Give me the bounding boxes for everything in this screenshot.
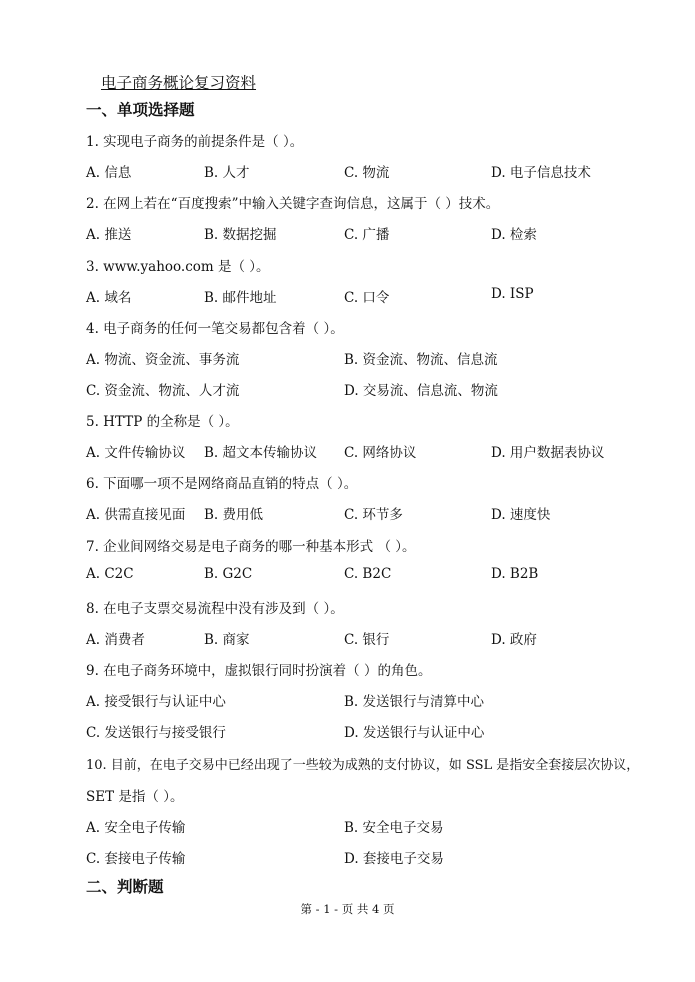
option-a: A. 物流、资金流、事务流 (86, 352, 240, 368)
option-c: C. 物流 (344, 165, 390, 181)
option-a: A. 安全电子传输 (86, 820, 186, 836)
document-title: 电子商务概论复习资料 (101, 74, 257, 92)
option-c: C. 广播 (344, 227, 390, 243)
option-c: C. 环节多 (344, 507, 403, 523)
option-a: A. 供需直接见面 (86, 507, 186, 523)
option-b: B. 费用低 (204, 507, 264, 523)
question-10: 10. 目前，在电子交易中已经出现了一些较为成熟的支付协议，如 SSL 是指安全套接层次协议， (86, 758, 640, 773)
option-a: A. 接受银行与认证中心 (86, 694, 226, 710)
question-8: 8. 在电子支票交易流程中没有涉及到（ ）。 (86, 601, 344, 617)
option-c: C. 银行 (344, 632, 390, 648)
question-1: 1. 实现电子商务的前提条件是（ ）。 (86, 134, 304, 150)
option-a: A. 域名 (86, 290, 132, 306)
question-9: 9. 在电子商务环境中，虚拟银行同时扮演着（ ）的角色。 (86, 663, 432, 679)
option-a: A. 推送 (86, 227, 132, 243)
option-b: B. 超文本传输协议 (204, 445, 318, 461)
option-d: D. 政府 (491, 632, 537, 648)
question-7: 7. 企业间网络交易是电子商务的哪一种基本形式 （ ）。 (86, 539, 416, 555)
option-b: B. G2C (204, 566, 253, 582)
question-2: 2. 在网上若在“百度搜索”中输入关键字查询信息，这属于（ ）技术。 (86, 196, 500, 212)
option-a: A. 文件传输协议 (86, 445, 186, 461)
option-a: A. 信息 (86, 165, 132, 181)
question-6: 6. 下面哪一项不是网络商品直销的特点（ ）。 (86, 476, 358, 492)
option-a: A. 消费者 (86, 632, 145, 648)
question-5: 5. HTTP 的全称是（ ）。 (86, 414, 239, 430)
option-c: C. 口令 (344, 290, 390, 306)
option-d: D. 套接电子交易 (344, 851, 444, 867)
option-d: D. 交易流、信息流、物流 (344, 383, 498, 399)
option-b: B. 邮件地址 (204, 290, 277, 306)
option-b: B. 商家 (204, 632, 250, 648)
option-c: C. 网络协议 (344, 445, 417, 461)
option-d: D. 用户数据表协议 (491, 445, 605, 461)
option-d: D. 速度快 (491, 507, 551, 523)
section-heading-true-false: 二、判断题 (86, 878, 164, 896)
option-d: D. ISP (491, 286, 534, 302)
question-4: 4. 电子商务的任何一笔交易都包含着（ ）。 (86, 321, 344, 337)
option-d: D. 电子信息技术 (491, 165, 591, 181)
option-d: D. 发送银行与认证中心 (344, 725, 485, 741)
option-c: C. 资金流、物流、人才流 (86, 383, 240, 399)
option-c: C. B2C (344, 566, 392, 582)
option-d: D. 检索 (491, 227, 537, 243)
option-b: B. 人才 (204, 165, 250, 181)
option-a: A. C2C (86, 566, 134, 582)
option-c: C. 发送银行与接受银行 (86, 725, 226, 741)
option-c: C. 套接电子传输 (86, 851, 186, 867)
option-b: B. 资金流、物流、信息流 (344, 352, 498, 368)
page-footer: 第 - 1 - 页 共 4 页 (300, 902, 395, 916)
question-10-continued: SET 是指（ ）。 (86, 789, 184, 805)
option-b: B. 安全电子交易 (344, 820, 444, 836)
option-d: D. B2B (491, 566, 539, 582)
section-heading-single-choice: 一、单项选择题 (86, 101, 195, 119)
question-3: 3. www.yahoo.com 是（ ）。 (86, 259, 270, 275)
option-b: B. 发送银行与清算中心 (344, 694, 485, 710)
option-b: B. 数据挖掘 (204, 227, 277, 243)
